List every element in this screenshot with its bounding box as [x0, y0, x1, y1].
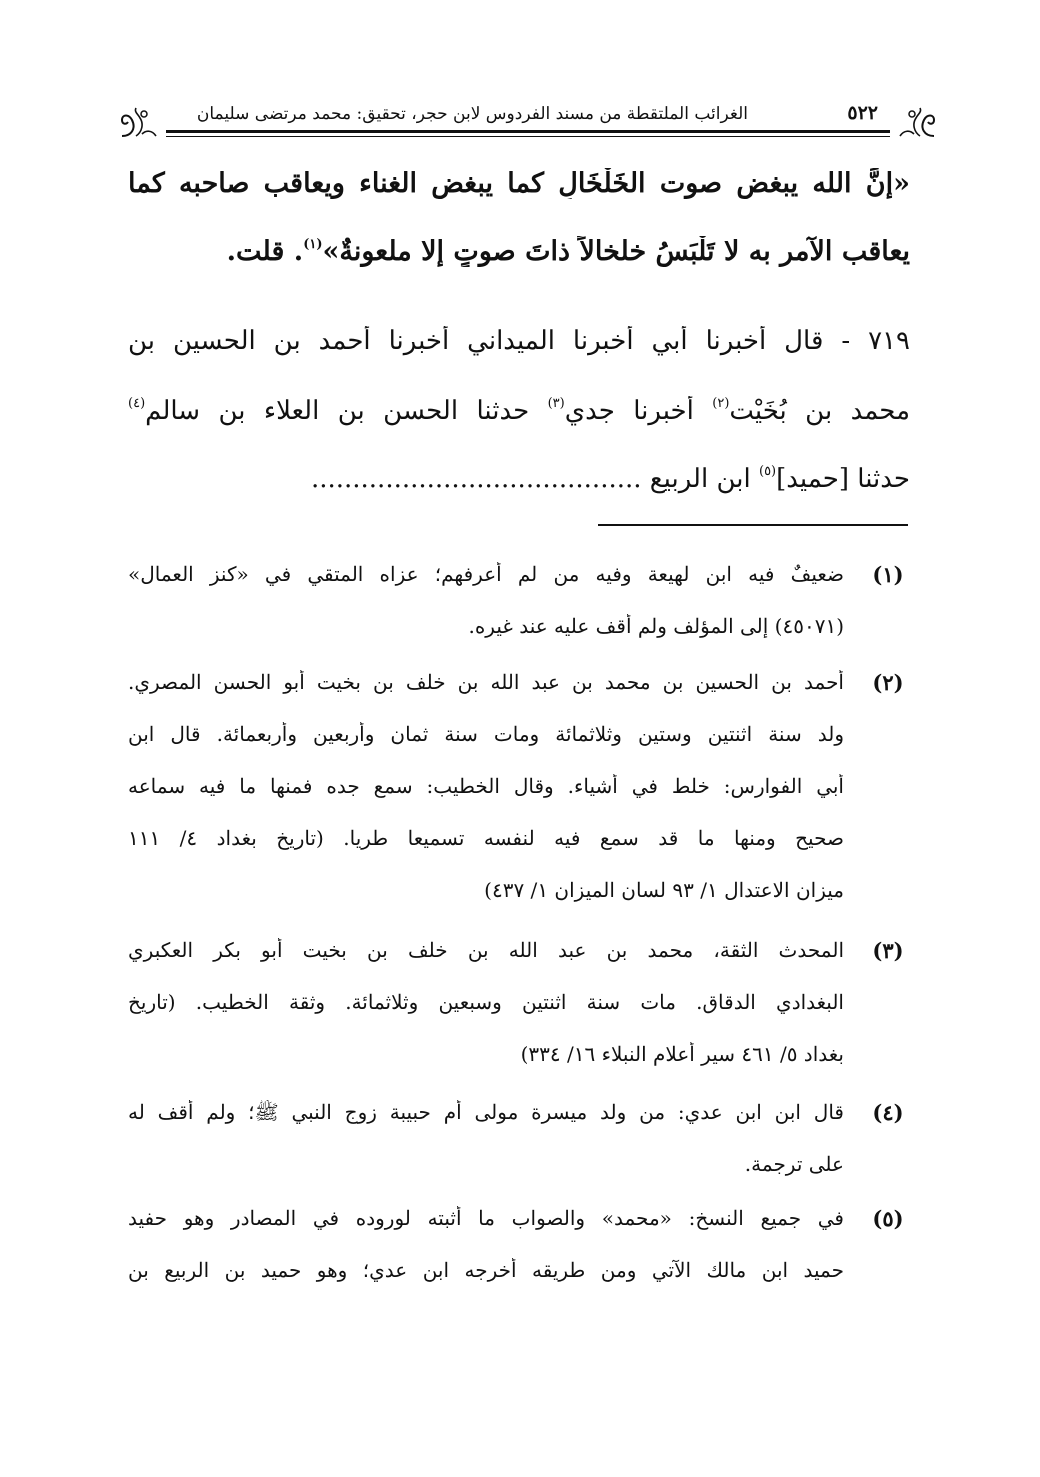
footnote-line: قال ابن ابن عدي: من ولد ميسرة مولى أم حبيبة زوج النبي ﷺ؛ ولم أقف له [128, 1100, 844, 1124]
footnote-line: ميزان الاعتدال ١/ ٩٣ لسان الميزان ١/ ٤٣٧) [484, 878, 844, 902]
footnote-line: المحدث الثقة، محمد بن عبد الله بن خلف بن بخيت أبو بكر العكبري [128, 938, 844, 962]
hadith-line-2-tail: . قلت. [226, 236, 304, 267]
footnote-line: بغداد ٥/ ٤٦١ سير أعلام النبلاء ١٦/ ٣٣٤) [520, 1042, 844, 1066]
footnote-ref-1[interactable]: (١) [303, 237, 323, 252]
isnad-line-3-a: حدثنا [حميد] [776, 464, 910, 494]
footnote-ref-3[interactable]: (٣) [547, 396, 565, 411]
hadith-line-1: «إنَّ الله يبغض صوت الخَلْخَالِ كما يبغض الغناء ويعاقب صاحبه كما [128, 168, 910, 199]
footnote-line: على ترجمة. [744, 1152, 844, 1176]
footnote-ref-5[interactable]: (٥) [758, 464, 777, 479]
footnote-line: ضعيفٌ فيه ابن لهيعة وفيه من لم أعرفهم؛ عزاه المتقي في «كنز العمال» [128, 562, 844, 586]
footnote-ref-2[interactable]: (٢) [712, 396, 730, 411]
hadith-text [128, 160, 910, 280]
footnote-divider [598, 524, 908, 526]
footnote-number: (٥) [872, 1206, 904, 1231]
header-rule [166, 130, 890, 137]
isnad-line-2-a: محمد بن بُخَيْت [729, 396, 910, 426]
isnad-line-3 [128, 464, 910, 494]
footnote-line: حميد ابن مالك الآتي ومن طريقه أخرجه ابن عدي؛ وهو حميد بن الربيع بن [128, 1258, 844, 1282]
isnad-line-1: ٧١٩ - قال أخبرنا أبي أخبرنا الميداني أخبرنا أحمد بن الحسين بن [128, 326, 910, 356]
isnad-line-2-b: أخبرنا جدي [564, 396, 713, 426]
footnote-number: (٣) [872, 938, 904, 963]
footnote-line: في جميع النسخ: «محمد» والصواب ما أثبته لوروده في المصادر وهو حفيد [128, 1206, 844, 1230]
ornament-right-icon [890, 106, 938, 142]
isnad-line-2-c: حدثنا الحسن بن العلاء بن سالم [145, 396, 548, 426]
footnote-line: صحيح ومنها ما قد سمع فيه لنفسه تسميعا طريا. (تاريخ بغداد ٤/ ١١١ [128, 826, 844, 850]
footnote-number: (١) [872, 562, 904, 587]
hadith-line-2 [128, 236, 910, 267]
hadith-line-2-text: يعاقب الآمر به لا تَلْبَسُ خلخالاً ذاتَ صوتٍ إلا ملعونةٌ» [322, 236, 910, 267]
page-number: ٥٢٢ [847, 102, 878, 124]
footnote-line: البغدادي الدقاق. مات سنة اثنتين وسبعين وثلاثمائة. وثقة الخطيب. (تاريخ [128, 990, 844, 1014]
isnad-line-2 [128, 396, 910, 426]
footnote-number: (٢) [872, 670, 904, 695]
footnote-number: (٤) [872, 1100, 904, 1125]
footnote-ref-4[interactable]: (٤) [128, 396, 146, 411]
footnote-line: ولد سنة اثنتين وستين وثلاثمائة ومات سنة ثمان وأربعين وأربعمائة. قال ابن [128, 722, 844, 746]
ornament-left-icon [118, 106, 166, 142]
running-title: الغرائب الملتقطة من مسند الفردوس لابن حجر، تحقيق: محمد مرتضى سليمان [196, 104, 748, 124]
footnote-line: (٤٥٠٧١) إلى المؤلف ولم أقف عليه عند غيره. [468, 614, 844, 638]
isnad-line-3-b: ابن الربيع ........................................ [310, 464, 759, 494]
running-header [118, 96, 938, 146]
isnad-paragraph [128, 318, 910, 508]
footnote-line: أبي الفوارس: خلط في أشياء. وقال الخطيب: سمع جده فمنها ما فيه سماعه [128, 774, 844, 798]
footnote-line: أحمد بن الحسين بن محمد بن عبد الله بن خلف بن بخيت أبو الحسن المصري. [128, 670, 844, 694]
